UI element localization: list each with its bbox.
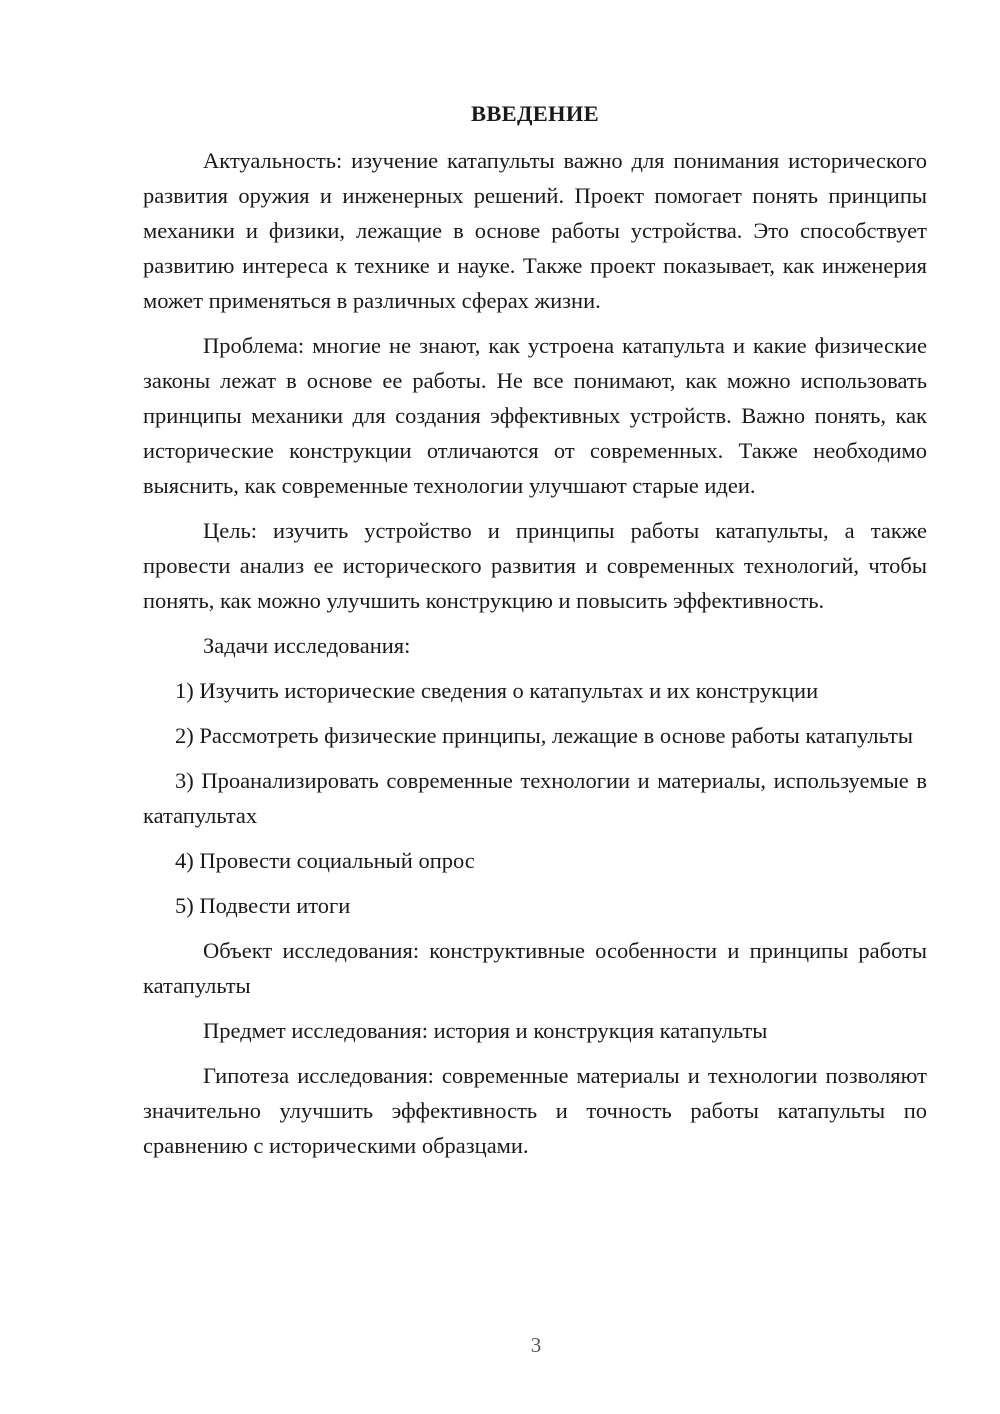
hypothesis-paragraph: Гипотеза исследования: современные материалы и технологии позволяют значительно улучшить эффективность и точность работы катапульты по сравнению с историческими образцами. (143, 1063, 927, 1158)
section-title: ВВЕДЕНИЕ (471, 101, 599, 126)
task-item: 1) Изучить исторические сведения о катапультах и их конструкции (175, 678, 819, 703)
page-number: 3 (530, 1333, 542, 1357)
task-item: 2) Рассмотреть физические принципы, лежащие в основе работы катапульты (175, 723, 913, 748)
task-item: 3) Проанализировать современные технологии и материалы, используемые в катапультах (143, 768, 927, 828)
task-item: 5) Подвести итоги (175, 893, 351, 918)
relevance-paragraph: Актуальность: изучение катапульты важно для понимания исторического развития оружия и инженерных решений. Проект помогает понять принципы механики и физики, лежащие в основе работы устройства. Это способствует развитию интереса к технике и науке. Также проект показывает, как инженерия может применяться в различных сферах жизни. (143, 148, 927, 313)
goal-paragraph: Цель: изучить устройство и принципы работы катапульты, а также провести анализ ее исторического развития и современных технологий, чтобы понять, как можно улучшить конструкцию и повысить эффективность. (143, 518, 927, 613)
object-paragraph: Объект исследования: конструктивные особенности и принципы работы катапульты (143, 938, 927, 998)
problem-paragraph: Проблема: многие не знают, как устроена катапульта и какие физические законы лежат в основе ее работы. Не все понимают, как можно использовать принципы механики для создания эффективных устройств. Важно понять, как исторические конструкции отличаются от современных. Также необходимо выяснить, как современные технологии улучшают старые идеи. (143, 333, 927, 498)
subject-paragraph: Предмет исследования: история и конструкция катапульты (203, 1018, 768, 1043)
tasks-heading: Задачи исследования: (203, 633, 411, 658)
page-content (143, 96, 927, 1173)
task-item: 4) Провести социальный опрос (175, 848, 475, 873)
